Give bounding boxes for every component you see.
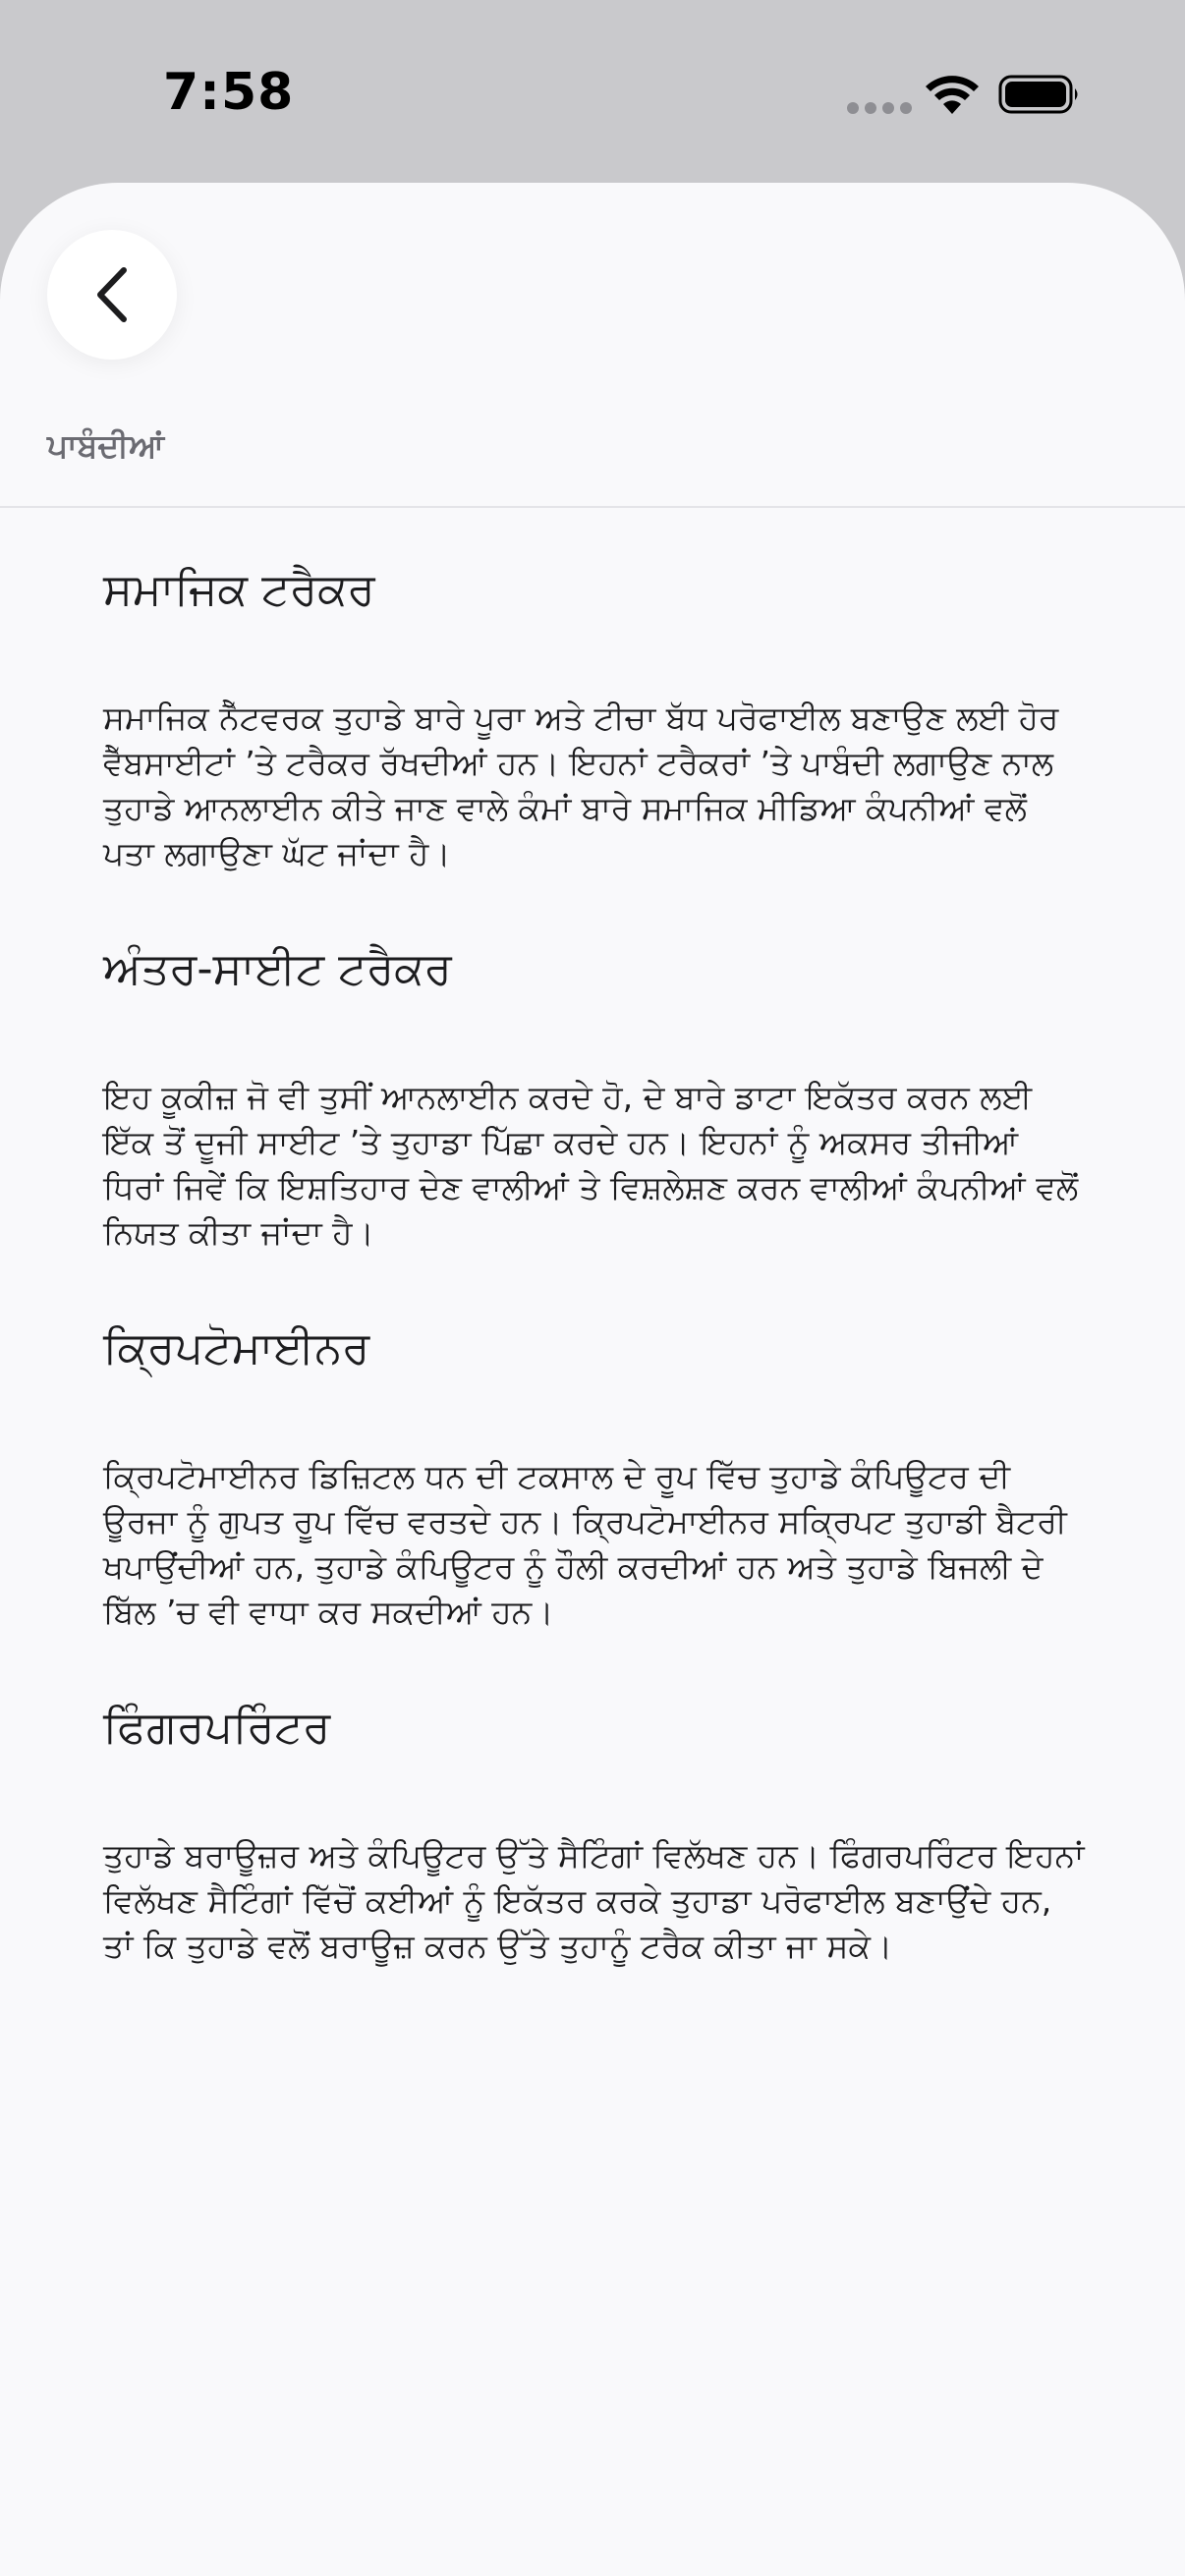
section-fingerprinters <box>103 1692 1086 1969</box>
status-bar <box>0 0 1185 187</box>
section-social-trackers <box>103 554 1086 876</box>
wifi-icon <box>924 73 981 116</box>
content <box>103 554 1086 2026</box>
section-heading: ਸਮਾਜਿਕ ਟਰੈਕਰ <box>103 563 375 615</box>
section-heading: ਕ੍ਰਿਪਟੋਮਾਈਨਰ <box>103 1321 370 1373</box>
divider <box>0 506 1185 508</box>
signal-dots-icon <box>847 102 912 114</box>
section-heading: ਫਿੰਗਰਪਰਿੰਟਰ <box>103 1701 331 1753</box>
status-time: 7:58 <box>163 63 295 122</box>
section-cryptominers <box>103 1313 1086 1635</box>
content-sheet <box>0 183 1185 2576</box>
section-body: ਇਹ ਕੂਕੀਜ਼ ਜੋ ਵੀ ਤੁਸੀਂ ਆਨਲਾਈਨ ਕਰਦੇ ਹੋ, ਦੇ ਬਾਰੇ ਡਾਟਾ ਇਕੱਤਰ ਕਰਨ ਲਈ ਇੱਕ ਤੋਂ ਦੂਜੀ ਸਾਈਟ ’ਤੇ ਤੁਹਾਡਾ ਪਿੱਛਾ ਕਰਦੇ ਹਨ। ਇਹਨਾਂ ਨੂੰ ਅਕਸਰ ਤੀਜੀਆਂ ਧਿਰਾਂ ਜਿਵੇਂ ਕਿ ਇਸ਼ਤਿਹਾਰ ਦੇਣ ਵਾਲੀਆਂ ਤੇ ਵਿਸ਼ਲੇਸ਼ਣ ਕਰਨ ਵਾਲੀਆਂ ਕੰਪਨੀਆਂ ਵਲੋਂ ਨਿਯਤ ਕੀਤਾ ਜਾਂਦਾ ਹੈ। <box>103 1078 1079 1252</box>
battery-icon <box>998 73 1081 116</box>
section-cross-site-trackers <box>103 933 1086 1256</box>
back-button[interactable] <box>47 230 177 360</box>
section-body: ਤੁਹਾਡੇ ਬਰਾਊਜ਼ਰ ਅਤੇ ਕੰਪਿਊਟਰ ਉੱਤੇ ਸੈਟਿੰਗਾਂ ਵਿਲੱਖਣ ਹਨ। ਫਿੰਗਰਪਰਿੰਟਰ ਇਹਨਾਂ ਵਿਲੱਖਣ ਸੈਟਿੰਗਾਂ ਵਿੱਚੋਂ ਕਈਆਂ ਨੂੰ ਇਕੱਤਰ ਕਰਕੇ ਤੁਹਾਡਾ ਪਰੋਫਾਈਲ ਬਣਾਉਂਦੇ ਹਨ, ਤਾਂ ਕਿ ਤੁਹਾਡੇ ਵਲੋਂ ਬਰਾਊਜ਼ ਕਰਨ ਉੱਤੇ ਤੁਹਾਨੂੰ ਟਰੈਕ ਕੀਤਾ ਜਾ ਸਕੇ। <box>103 1836 1085 1965</box>
chevron-left-icon <box>92 264 132 325</box>
page-title: ਪਾਬੰਦੀਆਂ <box>47 426 165 465</box>
section-body: ਸਮਾਜਿਕ ਨੈੱਟਵਰਕ ਤੁਹਾਡੇ ਬਾਰੇ ਪੂਰਾ ਅਤੇ ਟੀਚਾ ਬੱਧ ਪਰੋਫਾਈਲ ਬਣਾਉਣ ਲਈ ਹੋਰ ਵੈੱਬਸਾਈਟਾਂ ’ਤੇ ਟਰੈਕਰ ਰੱਖਦੀਆਂ ਹਨ। ਇਹਨਾਂ ਟਰੈਕਰਾਂ ’ਤੇ ਪਾਬੰਦੀ ਲਗਾਉਣ ਨਾਲ ਤੁਹਾਡੇ ਆਨਲਾਈਨ ਕੀਤੇ ਜਾਣ ਵਾਲੇ ਕੰਮਾਂ ਬਾਰੇ ਸਮਾਜਿਕ ਮੀਡਿਆ ਕੰਪਨੀਆਂ ਵਲੋਂ ਪਤਾ ਲਗਾਉਣਾ ਘੱਟ ਜਾਂਦਾ ਹੈ। <box>103 699 1059 872</box>
section-heading: ਅੰਤਰ-ਸਾਈਟ ਟਰੈਕਰ <box>103 942 452 994</box>
section-body: ਕ੍ਰਿਪਟੋਮਾਈਨਰ ਡਿਜ਼ਿਟਲ ਧਨ ਦੀ ਟਕਸਾਲ ਦੇ ਰੂਪ ਵਿੱਚ ਤੁਹਾਡੇ ਕੰਪਿਊਟਰ ਦੀ ਊਰਜਾ ਨੂੰ ਗੁਪਤ ਰੂਪ ਵਿੱਚ ਵਰਤਦੇ ਹਨ। ਕ੍ਰਿਪਟੋਮਾਈਨਰ ਸਕ੍ਰਿਪਟ ਤੁਹਾਡੀ ਬੈਟਰੀ ਖਪਾਉਂਦੀਆਂ ਹਨ, ਤੁਹਾਡੇ ਕੰਪਿਊਟਰ ਨੂੰ ਹੌਲੀ ਕਰਦੀਆਂ ਹਨ ਅਤੇ ਤੁਹਾਡੇ ਬਿਜਲੀ ਦੇ ਬਿੱਲ ’ਚ ਵੀ ਵਾਧਾ ਕਰ ਸਕਦੀਆਂ ਹਨ। <box>103 1457 1067 1631</box>
